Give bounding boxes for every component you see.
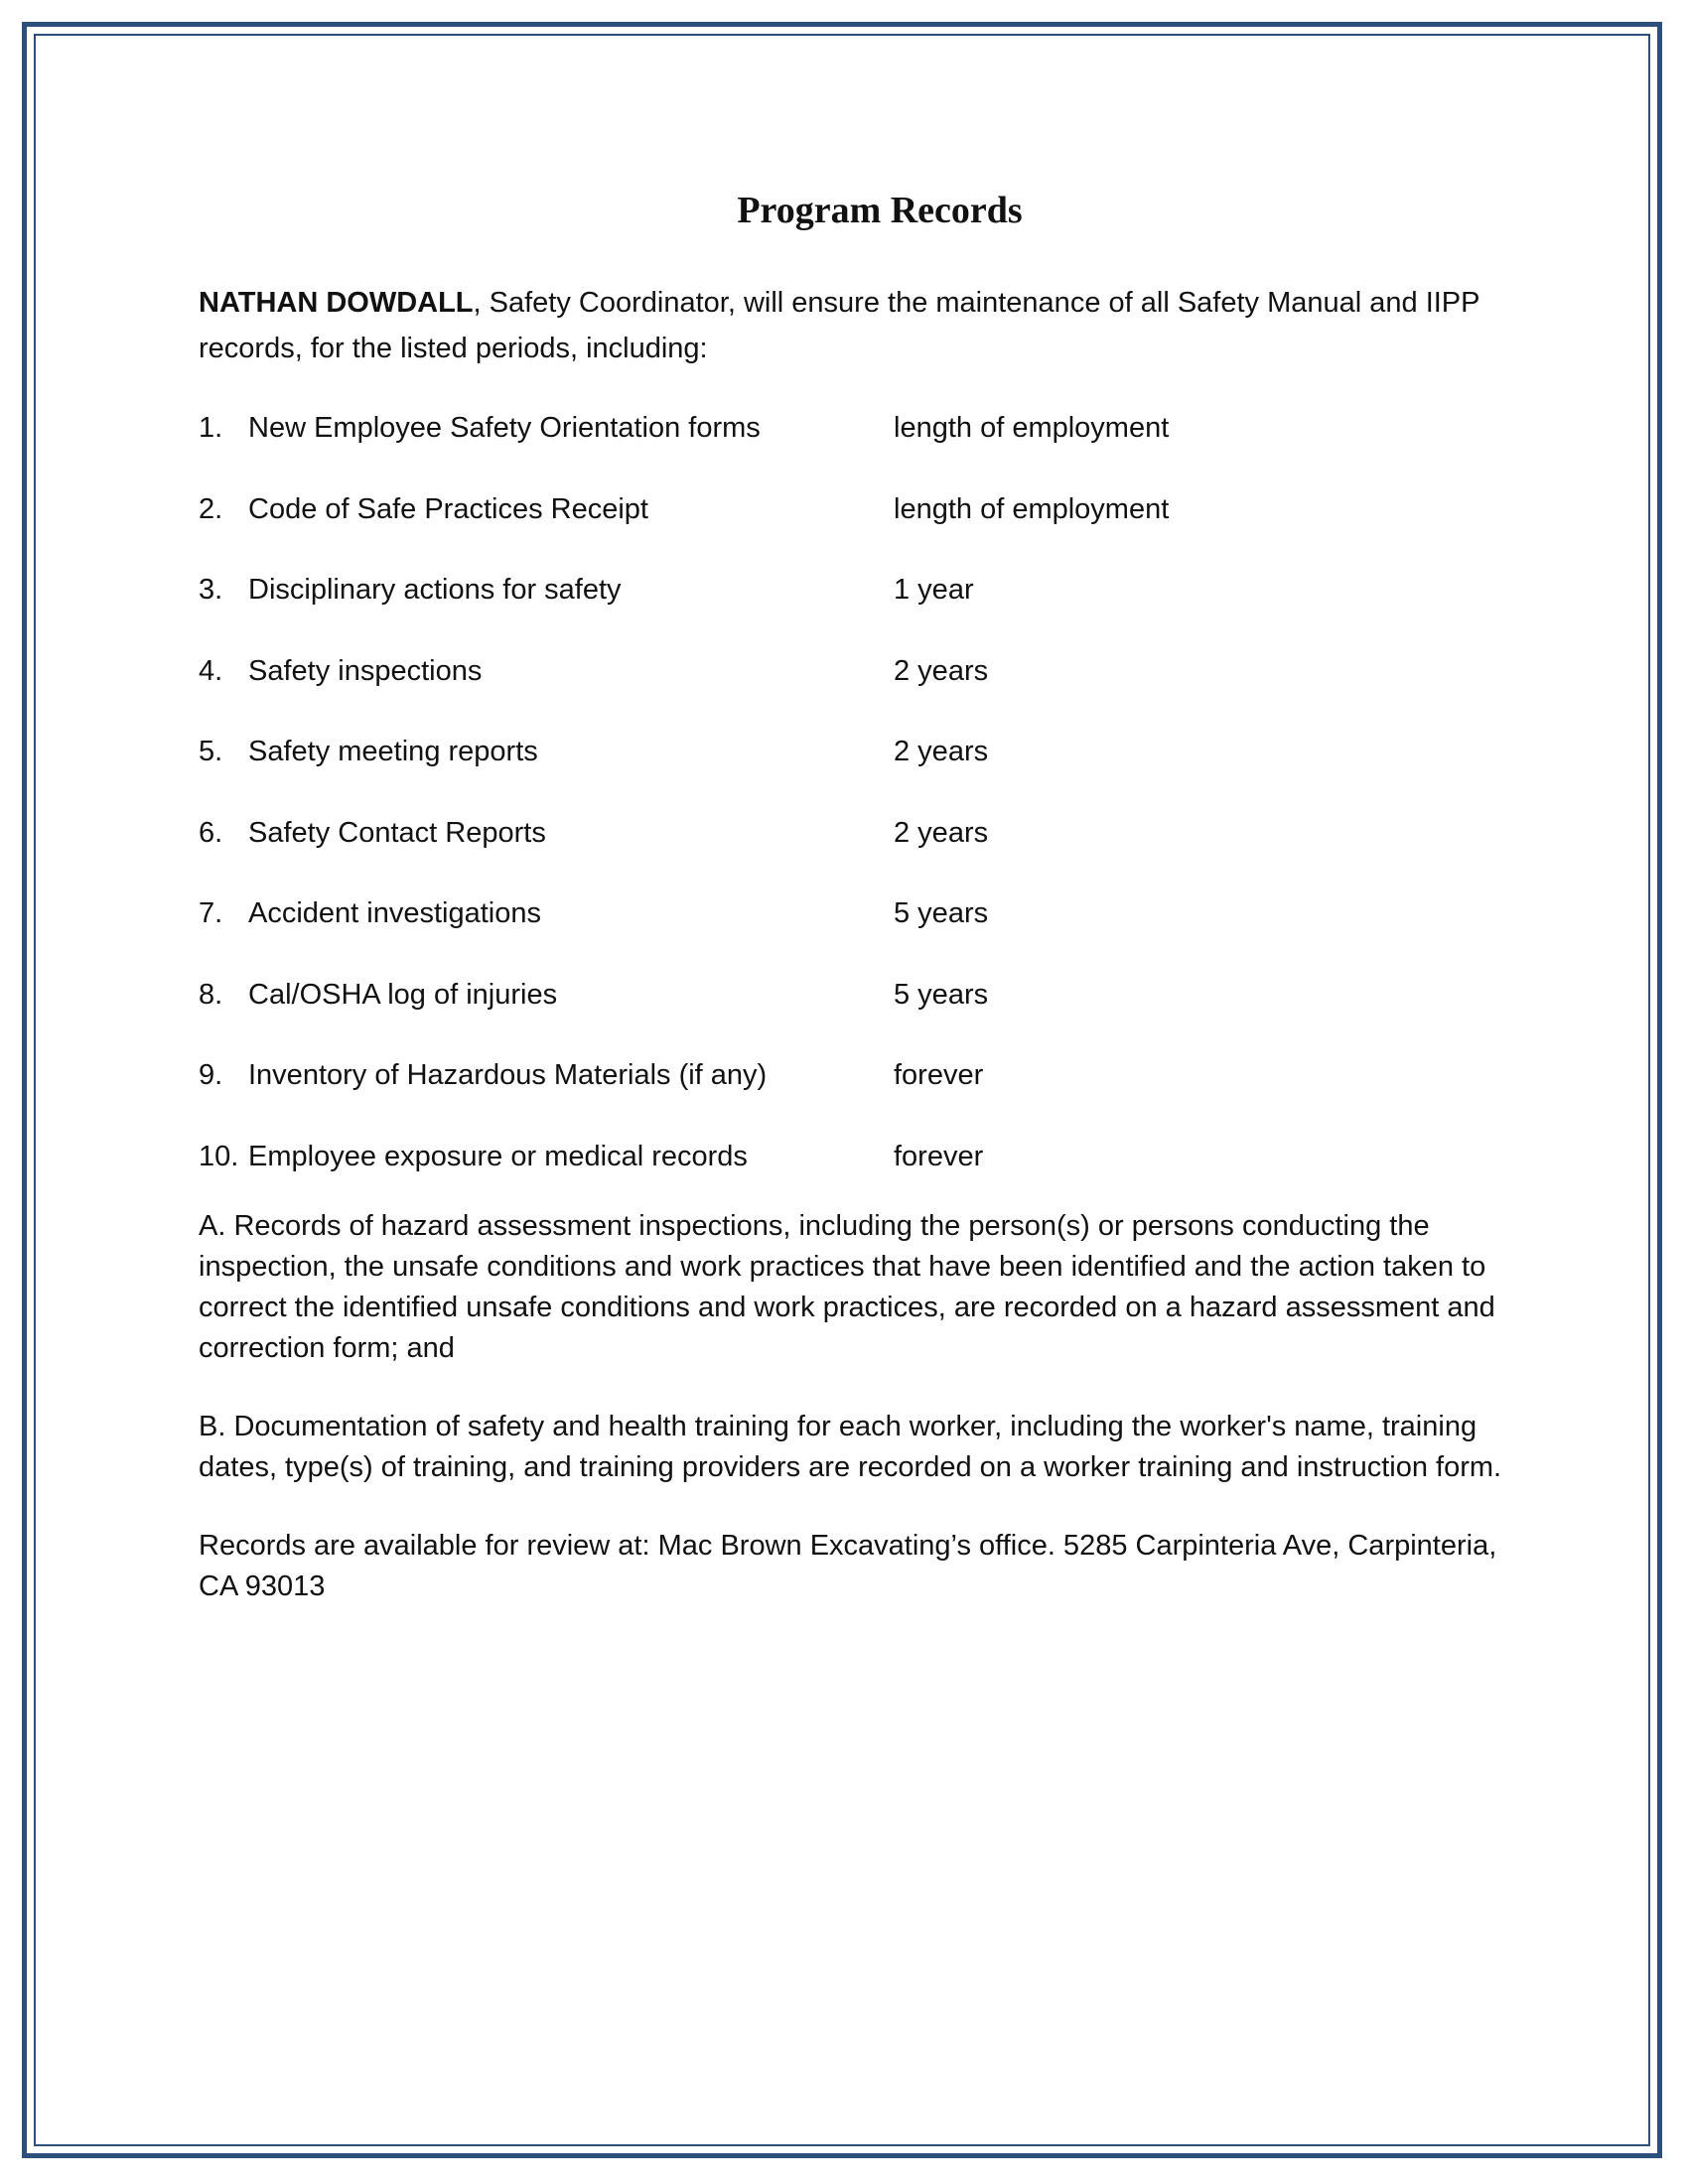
record-description: Safety Contact Reports	[248, 816, 546, 849]
record-description: Safety inspections	[248, 654, 483, 687]
record-retention: 2 years	[894, 736, 989, 767]
record-description: Safety meeting reports	[248, 736, 538, 767]
record-number: 9.	[199, 1059, 223, 1091]
list-item	[199, 648, 1509, 730]
paragraph-hazard-assessment: A. Records of hazard assessment inspections, including the person(s) or persons conducting the inspection, the unsafe conditions and work practices that have been identified and the action taken to correct the identified unsafe conditions and work practices, are recorded on a hazard assessment and correction form; and	[199, 1210, 1495, 1364]
document-content	[199, 189, 1509, 1645]
record-retention: 5 years	[894, 897, 989, 929]
record-description: Employee exposure or medical records	[248, 1140, 748, 1172]
record-retention: length of employment	[894, 412, 1170, 444]
record-number: 6.	[199, 816, 223, 849]
record-description: Code of Safe Practices Receipt	[248, 492, 648, 525]
list-item	[199, 729, 1509, 810]
record-retention: forever	[894, 1059, 984, 1091]
record-number: 10.	[199, 1140, 239, 1172]
record-retention: 2 years	[894, 816, 989, 849]
record-number: 1.	[199, 412, 223, 444]
record-description: Inventory of Hazardous Materials (if any)	[248, 1059, 768, 1091]
list-item	[199, 405, 1509, 486]
record-retention: 2 years	[894, 654, 989, 687]
record-number: 8.	[199, 978, 223, 1011]
list-item	[199, 567, 1509, 648]
list-item	[199, 1134, 1509, 1215]
record-retention: length of employment	[894, 492, 1170, 525]
record-number: 3.	[199, 574, 223, 606]
list-item	[199, 810, 1509, 891]
intro-text: , Safety Coordinator, will ensure the maintenance of all Safety Manual and IIPP records, for the listed periods, including:	[199, 287, 1479, 364]
coordinator-name: NATHAN DOWDALL	[199, 287, 474, 319]
record-number: 7.	[199, 897, 223, 929]
paragraph-records-availability: Records are available for review at: Mac Brown Excavating’s office. 5285 Carpinteria Ave, Carpinteria, CA 93013	[199, 1530, 1497, 1602]
record-retention: 1 year	[894, 574, 974, 606]
list-item	[199, 486, 1509, 568]
record-retention: 5 years	[894, 978, 989, 1011]
record-number: 2.	[199, 492, 223, 525]
record-description: Cal/OSHA log of injuries	[248, 978, 558, 1011]
records-list	[199, 405, 1509, 1214]
list-item	[199, 1052, 1509, 1134]
record-number: 5.	[199, 736, 223, 767]
record-description: New Employee Safety Orientation forms	[248, 412, 761, 444]
record-retention: forever	[894, 1140, 984, 1172]
list-item	[199, 972, 1509, 1053]
record-description: Disciplinary actions for safety	[248, 574, 622, 606]
paragraph-training-documentation: B. Documentation of safety and health training for each worker, including the worker's name, training dates, type(s) of training, and training providers are recorded on a worker training and instruction form.	[199, 1411, 1502, 1483]
intro-paragraph	[199, 280, 1489, 371]
record-number: 4.	[199, 654, 223, 687]
page-title: Program Records	[737, 190, 1023, 231]
record-description: Accident investigations	[248, 897, 541, 929]
list-item	[199, 890, 1509, 972]
